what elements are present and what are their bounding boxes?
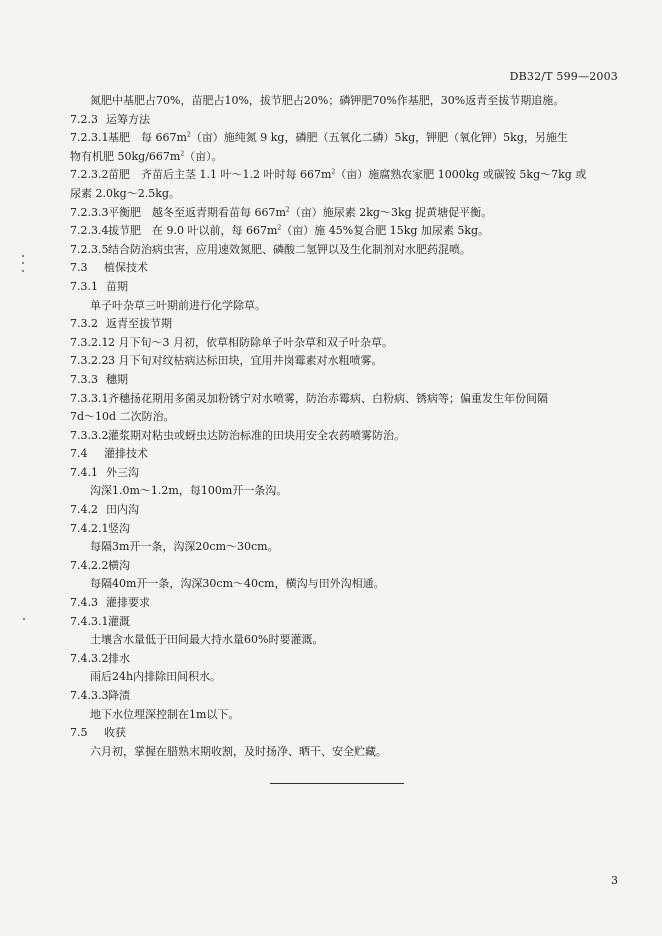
clause-line xyxy=(70,259,622,278)
clause-line xyxy=(70,111,622,130)
paragraph-text: 单子叶杂草三叶期前进行化学除草。 xyxy=(90,298,266,312)
clause-line xyxy=(70,278,622,297)
clause-line xyxy=(70,334,622,353)
clause-line xyxy=(70,520,622,539)
clause-number: 7.2.3.1 xyxy=(70,131,109,145)
text-line xyxy=(70,92,622,111)
clause-line xyxy=(70,390,622,409)
clause-text: 灌浆期对粘虫或蚜虫达防治标准的田块用安全农药喷雾防治。 xyxy=(108,428,405,442)
clause-text: 降渍 xyxy=(108,689,130,702)
clause-text: 苗期 xyxy=(106,279,128,293)
clause-text: 排水 xyxy=(108,651,130,665)
clause-number: 7.4.3.1 xyxy=(70,614,109,628)
clause-text: 3 月下旬对纹枯病达标田块，宜用井岗霉素对水粗喷雾。 xyxy=(108,354,383,368)
clause-number: 7.2.3.4 xyxy=(70,224,109,238)
clause-number: 7.3.2.1 xyxy=(70,335,109,349)
clause-number: 7.4 xyxy=(70,447,88,461)
clause-line xyxy=(70,315,622,334)
paragraph-text: 雨后24h内排除田间积水。 xyxy=(90,670,222,684)
clause-number: 7.4.3 xyxy=(70,596,98,610)
clause-number: 7.4.3.3 xyxy=(70,689,109,702)
text-line xyxy=(70,743,622,762)
clause-line xyxy=(70,501,622,520)
paragraph-text: 地下水位埋深控制在1m以下。 xyxy=(90,707,240,721)
clause-line xyxy=(70,204,622,223)
clause-line xyxy=(70,557,622,576)
clause-text: 灌排要求 xyxy=(106,596,150,610)
clause-line xyxy=(70,352,622,371)
text-line xyxy=(70,408,622,427)
clause-text: 返青至拔节期 xyxy=(106,317,172,331)
clause-number: 7.2.3.3 xyxy=(70,205,109,219)
clause-text: 植保技术 xyxy=(104,261,148,275)
clause-number: 7.3.3 xyxy=(70,372,98,386)
clause-number: 7.4.3.2 xyxy=(70,651,109,665)
clause-line xyxy=(70,241,622,260)
clause-text: 穗期 xyxy=(106,372,128,386)
clause-text: 结合防治病虫害，应用速效氮肥、磷酸二氢钾以及生化制剂对水肥药混喷。 xyxy=(108,242,471,256)
clause-number: 7.5 xyxy=(70,726,88,740)
text-line xyxy=(70,575,622,594)
paragraph-text: 沟深1.0m～1.2m，每100m开一条沟。 xyxy=(90,484,288,498)
scan-speck xyxy=(23,618,25,620)
clause-line xyxy=(70,613,622,632)
end-divider-line xyxy=(270,783,404,784)
clause-number: 7.2.3.2 xyxy=(70,168,109,182)
clause-text: 苗肥 齐苗后主茎 1.1 叶～1.2 叶时每 $667m^2$（亩）施腐熟农家肥 1000kg 或碳铵 5kg～7kg 或 xyxy=(108,168,587,182)
document-body xyxy=(70,92,622,761)
text-line xyxy=(70,668,622,687)
scan-speck xyxy=(22,262,24,264)
clause-text: 横沟 xyxy=(108,558,130,572)
clause-line xyxy=(70,371,622,390)
standard-code-header: DB32/T 599—2003 xyxy=(509,70,618,83)
clause-line xyxy=(70,222,622,241)
paragraph-text: 每隔40m开一条，沟深30cm～40cm，横沟与田外沟相通。 xyxy=(90,577,385,591)
clause-text: 基肥 每 $667m^2$（亩）施纯氮 9 kg，磷肥（五氧化二磷）5kg，钾肥（氧化钾）5kg，另施生 xyxy=(108,131,568,145)
clause-number: 7.4.2.2 xyxy=(70,558,109,572)
clause-line xyxy=(70,650,622,669)
text-line xyxy=(70,482,622,501)
clause-text: 收获 xyxy=(104,726,126,740)
clause-number: 7.3.3.2 xyxy=(70,428,109,442)
paragraph-text: 尿素 2.0kg～2.5kg。 xyxy=(70,186,180,200)
clause-text: 平衡肥 越冬至返青期看苗每 $667m^2$（亩）施尿素 2kg～3kg 捉黄塘促平衡。 xyxy=(108,205,493,219)
clause-number: 7.4.2 xyxy=(70,503,98,517)
clause-line xyxy=(70,129,622,148)
clause-number: 7.4.1 xyxy=(70,465,98,479)
text-line xyxy=(70,297,622,316)
page-number: 3 xyxy=(611,874,618,887)
clause-line xyxy=(70,687,622,706)
text-line xyxy=(70,148,622,167)
text-line xyxy=(70,538,622,557)
clause-text: 拔节肥 在 9.0 叶以前，每 $667m^2$（亩）施 45%复合肥 15kg 加尿素 5kg。 xyxy=(108,224,490,238)
clause-text: 灌溉 xyxy=(108,614,130,628)
paragraph-text: 六月初，掌握在腊熟末期收割，及时扬净、晒干、安全贮藏。 xyxy=(90,744,387,758)
clause-number: 7.3.2.2 xyxy=(70,354,109,368)
scan-speck xyxy=(22,270,24,272)
clause-text: 2 月下旬～3 月初，依草相防除单子叶杂草和双子叶杂草。 xyxy=(108,335,393,349)
clause-line xyxy=(70,724,622,743)
clause-text: 齐穗扬花期用多菌灵加粉锈宁对水喷雾，防治赤霉病、白粉病、锈病等；偏重发生年份间隔 xyxy=(108,391,548,405)
clause-number: 7.3 xyxy=(70,261,88,275)
clause-number: 7.3.3.1 xyxy=(70,391,109,405)
clause-text: 田内沟 xyxy=(106,503,139,517)
clause-line xyxy=(70,427,622,446)
paragraph-text: 7d～10d 二次防治。 xyxy=(70,410,175,424)
clause-text: 外三沟 xyxy=(106,465,139,479)
clause-number: 7.4.2.1 xyxy=(70,521,109,535)
clause-line xyxy=(70,445,622,464)
clause-line xyxy=(70,594,622,613)
paragraph-text: 物有机肥 $50kg/667m^2$（亩）。 xyxy=(70,149,223,163)
text-line xyxy=(70,706,622,725)
clause-number: 7.2.3.5 xyxy=(70,242,109,256)
paragraph-text: 土壤含水量低于田间最大持水量60%时要灌溉。 xyxy=(90,633,324,647)
clause-number: 7.2.3 xyxy=(70,112,98,126)
text-line xyxy=(70,185,622,204)
clause-number: 7.3.1 xyxy=(70,279,98,293)
clause-line xyxy=(70,464,622,483)
clause-number: 7.3.2 xyxy=(70,317,98,331)
paragraph-text: 氮肥中基肥占70%，苗肥占10%，拔节肥占20%；磷钾肥70%作基肥，30%返青至拔节期追施。 xyxy=(90,94,565,107)
clause-text: 运筹方法 xyxy=(106,112,150,126)
text-line xyxy=(70,631,622,650)
clause-line xyxy=(70,166,622,185)
clause-text: 灌排技术 xyxy=(104,447,148,461)
clause-text: 竖沟 xyxy=(108,521,130,535)
paragraph-text: 每隔3m开一条，沟深20cm～30cm。 xyxy=(90,540,279,554)
scan-speck xyxy=(22,255,24,257)
